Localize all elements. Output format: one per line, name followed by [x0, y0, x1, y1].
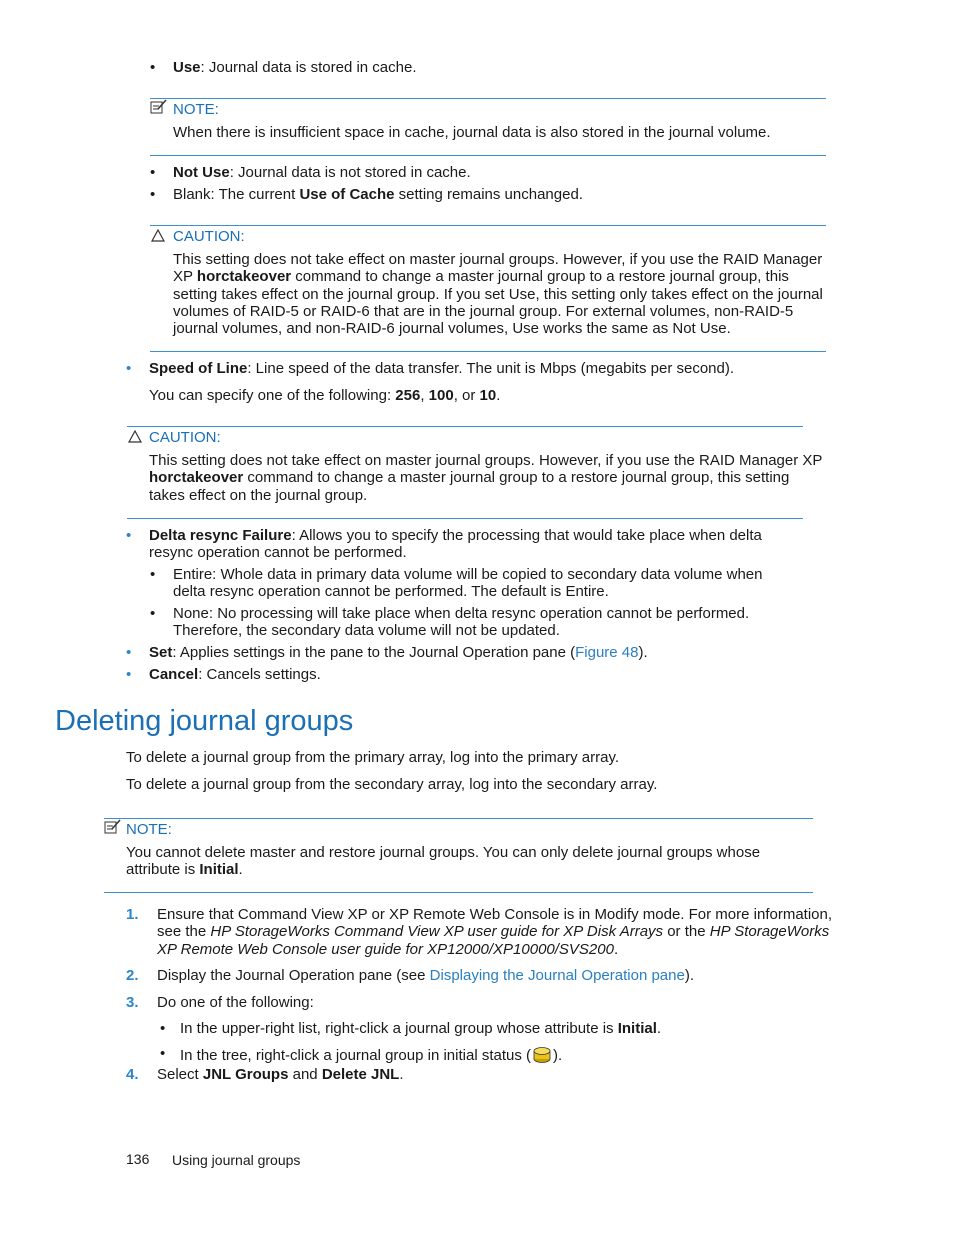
step-text: Ensure that Command View XP or XP Remote Web Console is in Modify mode. For more information,: [157, 906, 833, 923]
bullet-marker: •: [150, 164, 156, 181]
step-number: 2.: [126, 967, 139, 984]
speed-item: Speed of Line: Line speed of the data transfer. The unit is Mbps (megabits per second).: [149, 360, 735, 377]
caution-text-line: journal volumes, and non-RAID-6 journal volumes, Use works the same as Not Use.: [173, 320, 731, 337]
note-text: You cannot delete master and restore journal groups. You can only delete journal groups whose: [126, 844, 761, 861]
step-number: 1.: [126, 906, 139, 923]
bullet-marker: •: [150, 59, 156, 76]
delta-item: Delta resync Failure: Allows you to specify the processing that would take place when delta: [149, 527, 762, 544]
caution-top-rule: [127, 426, 803, 427]
figure-48-link[interactable]: Figure 48: [575, 644, 639, 661]
bullet-marker: •: [150, 186, 156, 203]
cancel-item: Cancel: Cancels settings.: [149, 666, 321, 683]
step-text: Select JNL Groups and Delete JNL.: [157, 1066, 404, 1083]
footer-title: Using journal groups: [172, 1152, 301, 1168]
step-number: 3.: [126, 994, 139, 1011]
step-text: Do one of the following:: [157, 994, 314, 1011]
section-paragraph: To delete a journal group from the secondary array, log into the secondary array.: [126, 776, 658, 793]
section-title: Deleting journal groups: [55, 705, 354, 737]
step-text: see the HP StorageWorks Command View XP user guide for XP Disk Arrays or the HP StorageWorks: [157, 923, 830, 940]
entire-item: Entire: Whole data in primary data volume will be copied to secondary data volume when: [173, 566, 763, 583]
caution-label: CAUTION:: [149, 429, 221, 446]
bullet-marker: •: [126, 527, 132, 544]
bullet-marker: •: [160, 1020, 166, 1037]
entire-item-cont: delta resync operation cannot be performed. The default is Entire.: [173, 583, 609, 600]
note-bottom-rule: [104, 892, 813, 893]
caution-bottom-rule: [127, 518, 803, 519]
caution-text-line: takes effect on the journal group.: [149, 487, 368, 504]
bullet-marker: •: [126, 360, 132, 377]
step-text: Display the Journal Operation pane (see Displaying the Journal Operation pane).: [157, 967, 695, 984]
set-item: Set: Applies settings in the pane to the Journal Operation pane (Figure 48).: [149, 644, 648, 661]
delta-item-cont: resync operation cannot be performed.: [149, 544, 407, 561]
caution-top-rule: [150, 225, 826, 226]
bullet-marker: •: [160, 1045, 166, 1062]
caution-text-line: volumes of RAID-5 or RAID-6 that are in the journal group. For external volumes, non-RAID-5: [173, 303, 794, 320]
none-item: None: No processing will take place when delta resync operation cannot be performed.: [173, 605, 750, 622]
section-paragraph: To delete a journal group from the primary array, log into the primary array.: [126, 749, 619, 766]
sub-step: In the upper-right list, right-click a journal group whose attribute is Initial.: [180, 1020, 662, 1037]
caution-text-line: This setting does not take effect on master journal groups. However, if you use the RAID Manager: [173, 251, 823, 268]
caution-icon: [151, 229, 165, 242]
sub-step: In the tree, right-click a journal group in initial status ( ).: [180, 1047, 563, 1064]
page-number: 136: [126, 1151, 150, 1167]
note-bottom-rule: [150, 155, 826, 156]
note-label: NOTE:: [173, 101, 219, 118]
step-number: 4.: [126, 1066, 139, 1083]
note-label: NOTE:: [126, 821, 172, 838]
note-icon: [104, 819, 122, 835]
displaying-journal-operation-pane-link[interactable]: Displaying the Journal Operation pane: [429, 967, 685, 984]
caution-icon: [128, 430, 142, 443]
caution-label: CAUTION:: [173, 228, 245, 245]
blank-item: Blank: The current Use of Cache setting remains unchanged.: [173, 186, 583, 203]
note-icon: [150, 99, 168, 115]
none-item-cont: Therefore, the secondary data volume will not be updated.: [173, 622, 560, 639]
caution-text-line: XP horctakeover command to change a master journal group to a restore journal group, this: [173, 268, 789, 285]
journal-group-initial-icon: [531, 1045, 553, 1065]
bullet-marker: •: [150, 605, 156, 622]
note-top-rule: [104, 818, 813, 819]
bullet-marker: •: [126, 666, 132, 683]
step-text: XP Remote Web Console user guide for XP12000/XP10000/SVS200.: [157, 941, 619, 958]
caution-text-line: This setting does not take effect on master journal groups. However, if you use the RAID Manager XP: [149, 452, 823, 469]
use-item: Use: Journal data is stored in cache.: [173, 59, 417, 76]
caution-bottom-rule: [150, 351, 826, 352]
note-top-rule: [150, 98, 826, 99]
not-use-item: Not Use: Journal data is not stored in cache.: [173, 164, 471, 181]
caution-text-line: setting takes effect on the journal group. If you set Use, this setting only takes effect on the journal: [173, 286, 823, 303]
note-text: When there is insufficient space in cache, journal data is also stored in the journal volume.: [173, 124, 771, 141]
bullet-marker: •: [126, 644, 132, 661]
speed-values: You can specify one of the following: 256, 100, or 10.: [149, 387, 501, 404]
bullet-marker: •: [150, 566, 156, 583]
caution-text-line: horctakeover command to change a master journal group to a restore journal group, this setting: [149, 469, 790, 486]
note-text: attribute is Initial.: [126, 861, 243, 878]
